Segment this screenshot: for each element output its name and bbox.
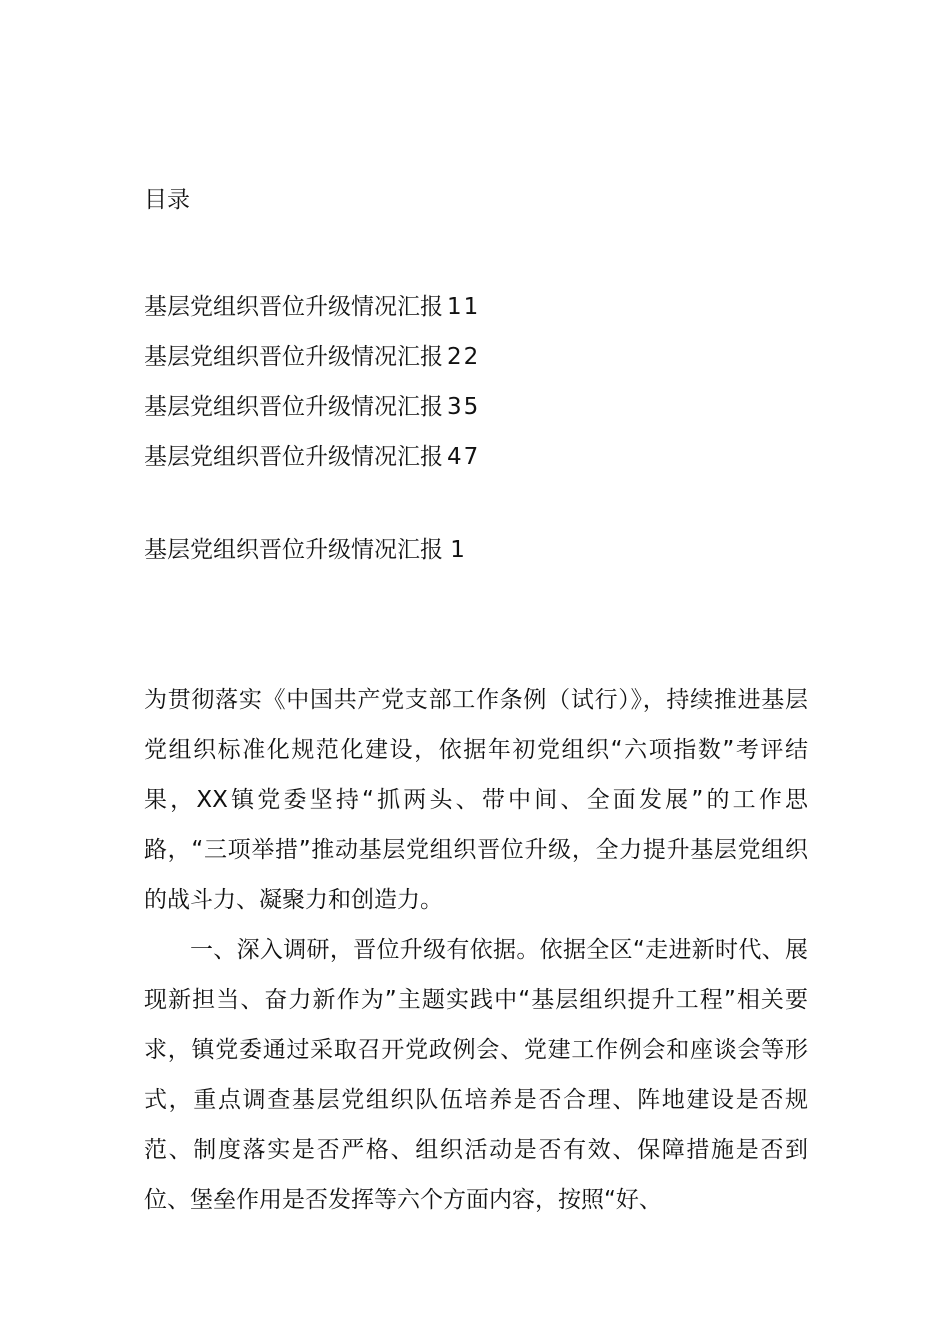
toc-item-page: 35 xyxy=(447,394,481,420)
body-paragraph: 为贯彻落实《中国共产党支部工作条例（试行）》，持续推进基层党组织标准化规范化建设，依据年初党组织“六项指数”考评结果，XX镇党委坚持“抓两头、带中间、全面发展”的工作思路，“三项举措”推动基层党组织晋位升级，全力提升基层党组织的战斗力、凝聚力和创造力。 xyxy=(144,687,808,913)
section-title: 基层党组织晋位升级情况汇报 1 xyxy=(144,537,465,563)
toc-item-title: 基层党组织晋位升级情况汇报 xyxy=(144,344,443,370)
toc-item[interactable] xyxy=(144,432,480,482)
toc-item-page: 11 xyxy=(447,294,481,320)
toc-item-title: 基层党组织晋位升级情况汇报 xyxy=(144,394,443,420)
body-paragraph: 一、深入调研，晋位升级有依据。依据全区“走进新时代、展现新担当、奋力新作为”主题实践中“基层组织提升工程”相关要求，镇党委通过采取召开党政例会、党建工作例会和座谈会等形式，重点调查基层党组织队伍培养是否合理、阵地建设是否规范、制度落实是否严格、组织活动是否有效、保障措施是否到位、堡垒作用是否发挥等六个方面内容，按照“好、 xyxy=(144,937,808,1213)
toc-item-page: 22 xyxy=(447,344,481,370)
document-body xyxy=(144,675,808,1225)
toc-item[interactable] xyxy=(144,382,480,432)
toc-heading: 目录 xyxy=(144,187,190,213)
toc-item-page: 47 xyxy=(447,444,481,470)
toc-item-title: 基层党组织晋位升级情况汇报 xyxy=(144,294,443,320)
toc-item[interactable] xyxy=(144,332,480,382)
toc-item[interactable] xyxy=(144,282,480,332)
toc-item-title: 基层党组织晋位升级情况汇报 xyxy=(144,444,443,470)
toc-list xyxy=(144,282,480,482)
